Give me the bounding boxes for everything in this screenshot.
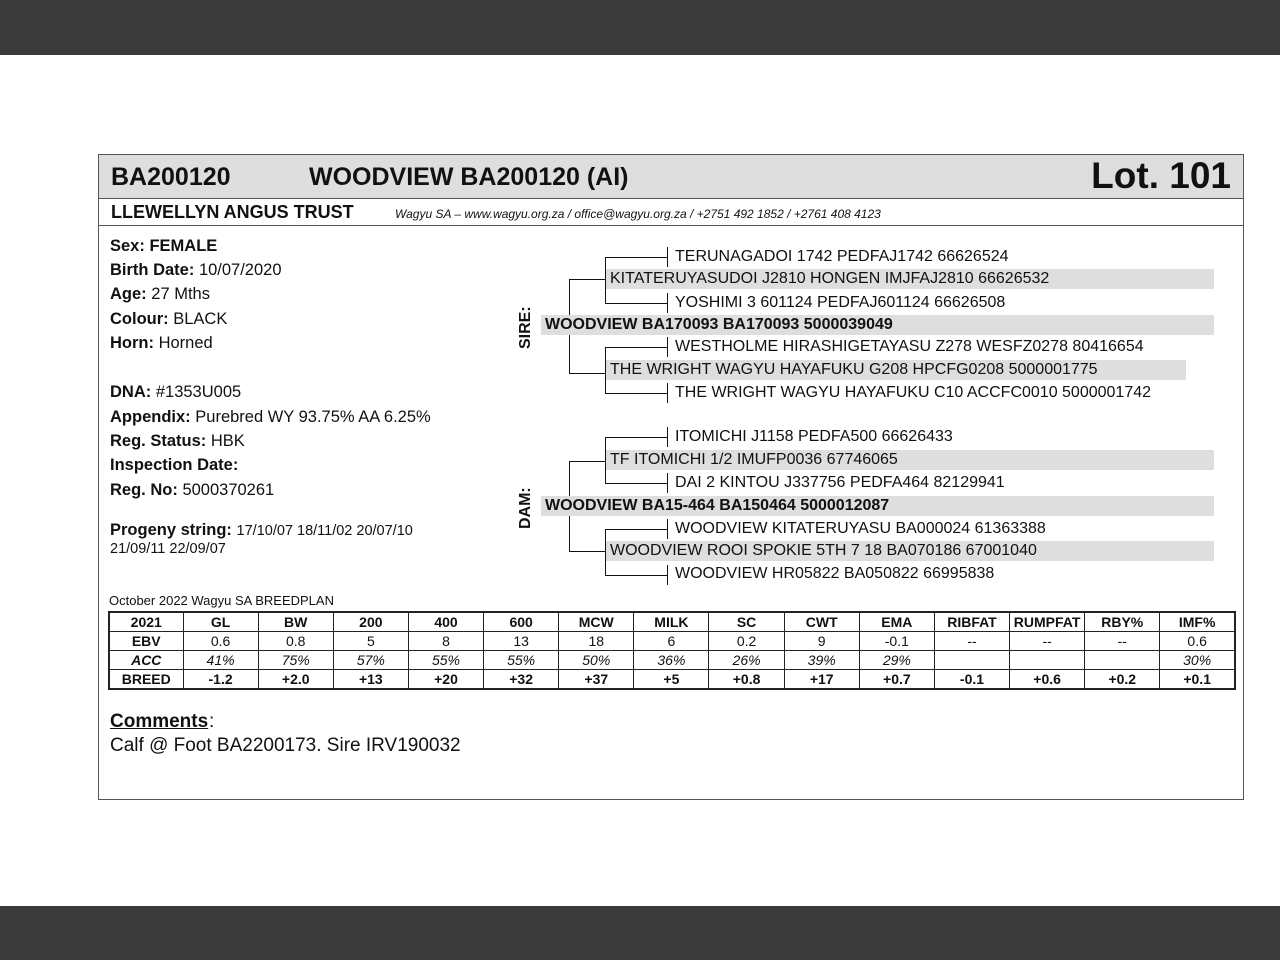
breedplan-acc-row [109,651,1235,670]
owner-row [99,199,1243,226]
breedplan-cell: 41% [183,651,258,670]
breedplan-ebv-row [109,632,1235,651]
breedplan-header-row [109,612,1235,632]
breedplan-cell: 6 [634,632,709,651]
breedplan-cell: EMA [859,612,934,632]
sex-label: Sex: [110,237,145,255]
reg-status-row [110,432,245,451]
pedigree-sire-dam-dam: THE WRIGHT WAGYU HAYAFUKU C10 ACCFC0010 5000001742 [675,384,1152,401]
dam-sire-connector [667,427,668,447]
sire-sire-connector [605,303,667,304]
breedplan-cell: RUMPFAT [1010,612,1085,632]
progeny-row [110,521,413,540]
sex-value: FEMALE [149,237,218,255]
pedigree-sire-dam: THE WRIGHT WAGYU HAYAFUKU G208 HPCFG0208 5000001775 [606,360,1186,380]
sire-label: SIRE: [517,306,534,349]
progeny-label: Progeny string: [110,521,232,539]
breedplan-cell: 50% [559,651,634,670]
reg-no-value: 5000370261 [182,481,275,499]
breedplan-cell: 55% [408,651,483,670]
breedplan-cell [1010,651,1085,670]
breedplan-cell: IMF% [1160,612,1235,632]
sex-row [110,237,217,256]
breedplan-cell: 200 [333,612,408,632]
breedplan-cell: 55% [484,651,559,670]
registration-code: BA200120 [111,163,231,191]
breedplan-row-label: 2021 [109,612,183,632]
progeny-line-1: 17/10/07 18/11/02 20/07/10 [236,523,413,539]
breedplan-cell: 57% [333,651,408,670]
pedigree-sire-dam-sire: WESTHOLME HIRASHIGETAYASU Z278 WESFZ0278 80416654 [675,338,1144,355]
breedplan-cell: 0.8 [258,632,333,651]
inspection-date-row [110,456,238,475]
breedplan-cell: MCW [559,612,634,632]
owner-name: LLEWELLYN ANGUS TRUST [111,202,354,222]
breedplan-cell: +17 [784,670,859,690]
pedigree-sire-sire: KITATERUYASUDOI J2810 HONGEN IMJFAJ2810 66626532 [606,269,1214,289]
breedplan-cell: 39% [784,651,859,670]
dna-label: DNA: [110,383,152,401]
breedplan-cell: +13 [333,670,408,690]
age-value: 27 Mths [151,285,210,303]
sire-dam-connector [667,383,668,403]
breedplan-cell: 30% [1160,651,1235,670]
pedigree-sire-sire-dam: YOSHIMI 3 601124 PEDFAJ601124 66626508 [675,294,1006,311]
breedplan-cell: 75% [258,651,333,670]
horn-value: Horned [158,334,213,352]
breedplan-cell: +2.0 [258,670,333,690]
dam-sire-connector [605,483,667,484]
sire-connector [569,373,605,374]
breedplan-cell: 0.2 [709,632,784,651]
pedigree-dam-sire-dam: DAI 2 KINTOU J337756 PEDFA464 82129941 [675,474,1005,491]
breedplan-cell: 600 [484,612,559,632]
inspection-date-label: Inspection Date: [110,456,239,474]
comments-text: Calf @ Foot BA2200173. Sire IRV190032 [110,735,461,756]
contact-info: Wagyu SA – www.wagyu.org.za / office@wagyu.org.za / +2751 492 1852 / +2761 408 4123 [395,207,881,221]
appendix-label: Appendix: [110,408,191,426]
breedplan-cell: -0.1 [859,632,934,651]
reg-status-value: HBK [210,432,245,450]
progeny-line-2: 21/09/11 22/09/07 [110,541,226,557]
reg-no-row [110,481,274,500]
breedplan-cell: -- [1085,632,1160,651]
breedplan-cell: -1.2 [183,670,258,690]
breedplan-cell: SC [709,612,784,632]
comments-label: Comments [110,711,209,732]
bottom-bar [0,906,1280,960]
breedplan-cell: -0.1 [934,670,1009,690]
dam-sire-connector [667,473,668,493]
reg-status-label: Reg. Status: [110,432,207,450]
age-row [110,285,210,304]
dna-value: #1353U005 [155,383,242,401]
colour-row [110,310,227,329]
breedplan-cell: 0.6 [1160,632,1235,651]
age-label: Age: [110,285,147,303]
breedplan-cell: +37 [559,670,634,690]
sire-sire-connector [667,293,668,313]
breedplan-cell: +0.2 [1085,670,1160,690]
breedplan-table [108,611,1236,690]
sire-dam-connector [605,393,667,394]
breedplan-cell: 0.6 [183,632,258,651]
pedigree-dam: WOODVIEW BA15-464 BA150464 5000012087 [541,496,1214,516]
pedigree-dam-dam: WOODVIEW ROOI SPOKIE 5TH 7 18 BA070186 67001040 [606,541,1214,561]
breedplan-cell: +5 [634,670,709,690]
horn-row [110,334,213,353]
comments-colon: : [209,711,215,732]
breedplan-cell: 9 [784,632,859,651]
birth-date-label: Birth Date: [110,261,195,279]
dam-dam-connector [667,565,668,585]
lot-number: Lot. 101 [1091,155,1231,196]
animal-name: WOODVIEW BA200120 (AI) [309,163,629,191]
breedplan-cell: MILK [634,612,709,632]
breedplan-cell: 400 [408,612,483,632]
breedplan-cell: RIBFAT [934,612,1009,632]
card-header [99,155,1243,199]
breedplan-cell: 8 [408,632,483,651]
breedplan-cell: -- [934,632,1009,651]
breedplan-cell: +0.6 [1010,670,1085,690]
breedplan-cell [934,651,1009,670]
sire-dam-connector [605,347,667,348]
breedplan-cell: 29% [859,651,934,670]
sire-dam-connector [667,337,668,357]
sire-connector [569,279,605,280]
breedplan-row-label: EBV [109,632,183,651]
breedplan-cell: RBY% [1085,612,1160,632]
breedplan-cell [1085,651,1160,670]
pedigree-dam-sire-sire: ITOMICHI J1158 PEDFA500 66626433 [675,428,953,445]
animal-record-card [98,154,1244,800]
appendix-row [110,408,431,427]
appendix-value: Purebred WY 93.75% AA 6.25% [195,408,431,426]
dna-row [110,383,241,402]
colour-label: Colour: [110,310,169,328]
pedigree-dam-sire: TF ITOMICHI 1/2 IMUFP0036 67746065 [606,450,1214,470]
breedplan-cell: +32 [484,670,559,690]
breedplan-cell: 5 [333,632,408,651]
dam-dam-connector [667,519,668,539]
breedplan-cell: 26% [709,651,784,670]
reg-no-label: Reg. No: [110,481,178,499]
dam-label: DAM: [517,487,534,529]
breedplan-cell: +0.7 [859,670,934,690]
breedplan-cell: +0.1 [1160,670,1235,690]
breedplan-row-label: ACC [109,651,183,670]
breedplan-caption: October 2022 Wagyu SA BREEDPLAN [109,593,334,608]
breedplan-cell: CWT [784,612,859,632]
colour-value: BLACK [173,310,228,328]
pedigree-sire-sire-sire: TERUNAGADOI 1742 PEDFAJ1742 66626524 [675,248,1009,265]
breedplan-cell: 18 [559,632,634,651]
breedplan-breed-row [109,670,1235,690]
horn-label: Horn: [110,334,154,352]
dam-sire-connector [605,437,667,438]
dam-dam-connector [605,529,667,530]
dam-dam-connector [605,575,667,576]
breedplan-cell: +0.8 [709,670,784,690]
pedigree-dam-dam-sire: WOODVIEW KITATERUYASU BA000024 61363388 [675,520,1046,537]
breedplan-row-label: BREED [109,670,183,690]
sire-sire-connector [605,257,667,258]
top-bar [0,0,1280,55]
dam-connector [569,551,605,552]
dam-connector [569,461,605,462]
birth-date-value: 10/07/2020 [198,261,282,279]
breedplan-cell: GL [183,612,258,632]
sire-sire-connector [667,247,668,267]
pedigree-sire: WOODVIEW BA170093 BA170093 5000039049 [541,315,1214,335]
breedplan-cell: -- [1010,632,1085,651]
breedplan-cell: +20 [408,670,483,690]
pedigree-dam-dam-dam: WOODVIEW HR05822 BA050822 66995838 [675,565,995,582]
breedplan-cell: 13 [484,632,559,651]
breedplan-cell: BW [258,612,333,632]
breedplan-cell: 36% [634,651,709,670]
birth-date-row [110,261,282,280]
